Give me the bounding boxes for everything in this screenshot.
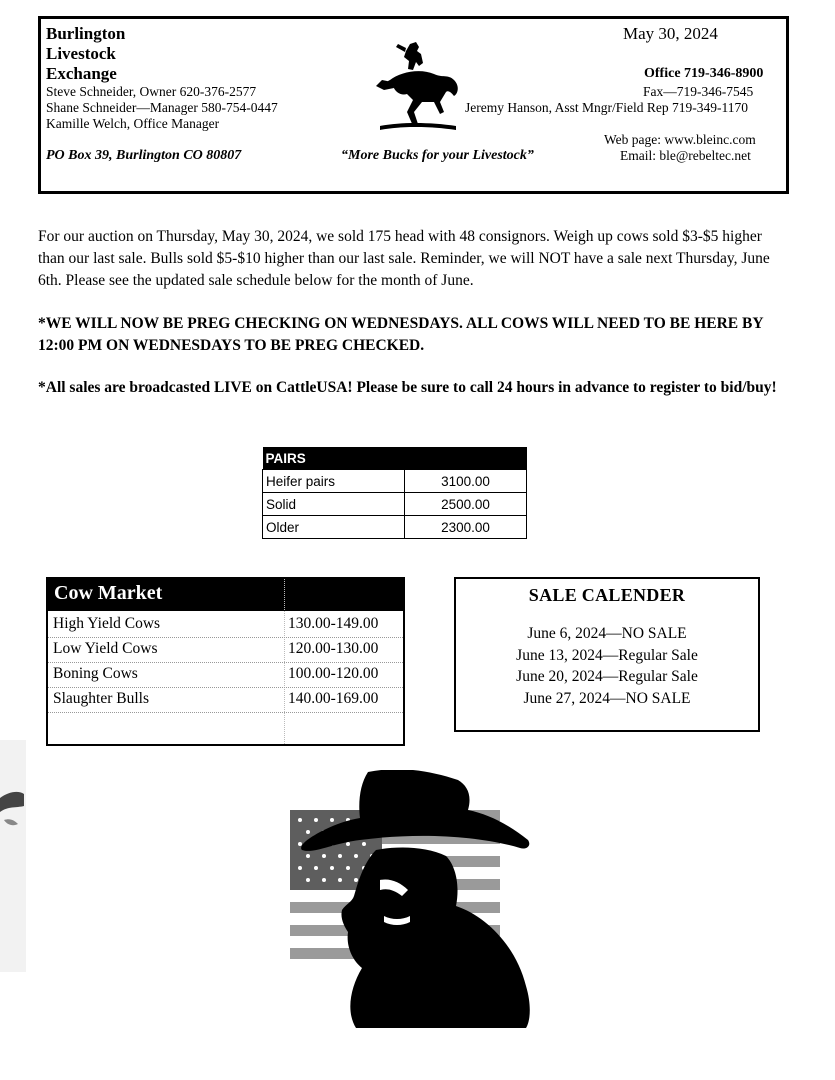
- pairs-title: PAIRS: [263, 447, 527, 470]
- table-row: [263, 516, 527, 539]
- fax-number: Fax—719-346-7545: [643, 84, 754, 99]
- pairs-value: 3100.00: [405, 470, 527, 493]
- company-name-line1: Burlington: [46, 24, 126, 43]
- office-phone: Office 719-346-8900: [644, 66, 764, 81]
- cow-market-value: 100.00-120.00: [288, 665, 379, 682]
- calendar-item: June 6, 2024—NO SALE: [527, 625, 687, 642]
- table-row: [48, 662, 403, 688]
- table-row: [48, 612, 403, 638]
- cow-market-value: 120.00-130.00: [288, 640, 379, 657]
- staff-owner: Steve Schneider, Owner 620-376-2577: [46, 84, 257, 99]
- staff-office-manager: Kamille Welch, Office Manager: [46, 116, 220, 131]
- cow-market-label: Slaughter Bulls: [53, 690, 150, 707]
- report-date: May 30, 2024: [623, 24, 718, 43]
- cowboy-flag-illustration: [288, 770, 558, 1028]
- slogan: “More Bucks for your Livestock”: [341, 148, 534, 163]
- company-name-line2: Livestock: [46, 44, 116, 63]
- table-row: [263, 470, 527, 493]
- pairs-value: 2300.00: [405, 516, 527, 539]
- partial-artwork-decoration: [0, 740, 26, 972]
- preg-check-notice: *WE WILL NOW BE PREG CHECKING ON WEDNESDAYS. ALL COWS WILL NEED TO BE HERE BY 12:00 PM ON WEDNESDAYS TO BE PREG CHECKED.: [38, 315, 763, 354]
- cow-market-value: 140.00-169.00: [288, 690, 379, 707]
- broadcast-notice: *All sales are broadcasted LIVE on CattleUSA! Please be sure to call 24 hours in advance to register to bid/buy!: [38, 379, 777, 396]
- table-row: [263, 493, 527, 516]
- cow-market-label: Boning Cows: [53, 665, 138, 682]
- cow-market-header: [48, 579, 403, 611]
- sale-summary-paragraph: For our auction on Thursday, May 30, 2024, we sold 175 head with 48 consignors. Weigh up cows sold $3-$5 higher than our last sale. Bulls sold $5-$10 higher than our last sale. Reminder, we will NOT have a sale next Thursday, June 6th. Please see the updated sale schedule below for the month of June.: [38, 228, 770, 289]
- calendar-item: June 13, 2024—Regular Sale: [516, 646, 698, 664]
- web-page[interactable]: Web page: www.bleinc.com: [604, 132, 756, 147]
- cow-market-title: Cow Market: [54, 582, 163, 604]
- company-name-line3: Exchange: [46, 64, 117, 83]
- staff-manager: Shane Schneider—Manager 580-754-0447: [46, 100, 278, 115]
- cow-market-table: [46, 577, 405, 746]
- cow-market-value: 130.00-149.00: [288, 615, 379, 632]
- calendar-item: June 20, 2024—Regular Sale: [516, 668, 698, 685]
- table-row: [48, 687, 403, 713]
- pairs-table: [262, 447, 527, 539]
- pairs-label: Solid: [263, 493, 405, 516]
- pairs-label: Older: [263, 516, 405, 539]
- mailing-address: PO Box 39, Burlington CO 80807: [46, 148, 242, 163]
- bronco-rider-logo: [372, 40, 462, 138]
- cow-market-label: High Yield Cows: [53, 615, 161, 632]
- calendar-item: June 27, 2024—NO SALE: [523, 689, 691, 707]
- asst-manager: Jeremy Hanson, Asst Mngr/Field Rep 719-349-1170: [465, 100, 748, 115]
- pairs-label: Heifer pairs: [263, 470, 405, 493]
- pairs-value: 2500.00: [405, 493, 527, 516]
- sale-calendar: [454, 577, 760, 732]
- table-row: [48, 637, 403, 663]
- calendar-title: SALE CALENDER: [528, 585, 686, 605]
- cow-market-label: Low Yield Cows: [53, 640, 158, 657]
- email-address[interactable]: Email: ble@rebeltec.net: [620, 148, 751, 163]
